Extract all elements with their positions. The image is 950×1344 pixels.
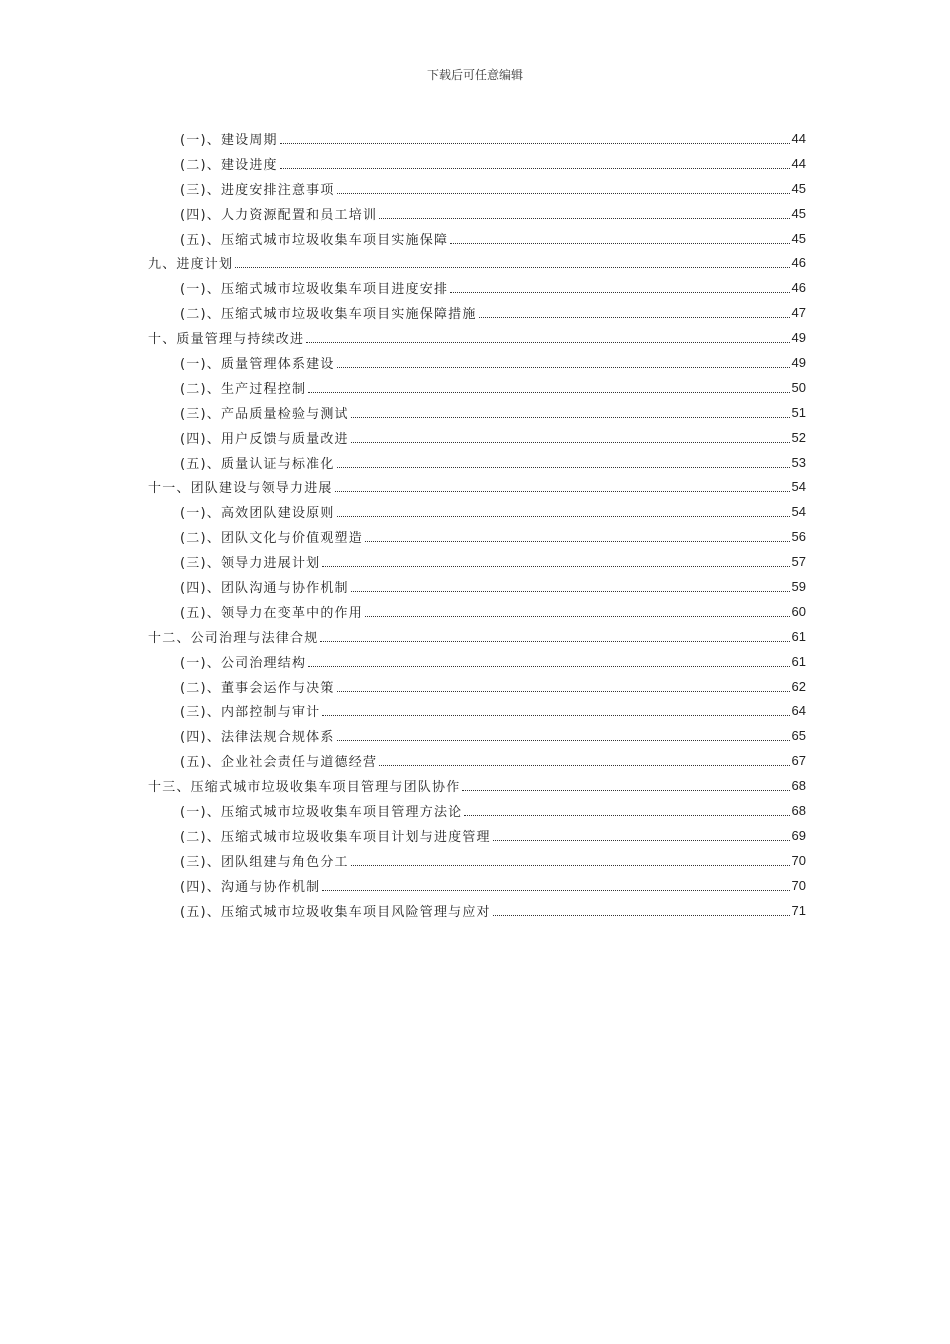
toc-entry-title: (三)、进度安排注意事项	[180, 182, 335, 198]
toc-entry-title: (三)、内部控制与审计	[180, 705, 321, 721]
toc-entry-title: (四)、沟通与协作机制	[180, 879, 321, 895]
toc-entry-page-number: 52	[791, 429, 806, 445]
toc-dot-leader	[306, 342, 789, 343]
toc-dot-leader	[450, 243, 789, 244]
toc-entry-title: 十、质量管理与持续改进	[148, 332, 305, 348]
toc-entry-page-number: 54	[791, 504, 806, 520]
toc-entry-page-number: 49	[791, 354, 806, 370]
toc-section-entry[interactable]	[148, 126, 806, 151]
toc-section-entry[interactable]	[148, 151, 806, 176]
toc-entry-title: (一)、压缩式城市垃圾收集车项目管理方法论	[180, 804, 463, 820]
toc-dot-leader	[379, 218, 789, 219]
toc-entry-page-number: 69	[791, 827, 806, 843]
toc-dot-leader	[365, 541, 790, 542]
toc-entry-title: (三)、产品质量检验与测试	[180, 406, 349, 422]
toc-entry-title: (一)、公司治理结构	[180, 655, 307, 671]
page-header: 下载后可任意编辑	[426, 68, 523, 82]
toc-dot-leader	[464, 815, 789, 816]
toc-entry-page-number: 45	[791, 205, 806, 221]
toc-section-entry[interactable]	[148, 524, 806, 549]
toc-entry-title: (五)、领导力在变革中的作用	[180, 605, 363, 621]
toc-entry-title: (二)、生产过程控制	[180, 381, 307, 397]
toc-section-entry[interactable]	[148, 499, 806, 524]
toc-dot-leader	[479, 317, 790, 318]
toc-entry-page-number: 67	[791, 753, 806, 769]
toc-dot-leader	[493, 840, 790, 841]
toc-entry-title: 九、进度计划	[148, 257, 234, 273]
toc-section-entry[interactable]	[148, 723, 806, 748]
toc-entry-title: (一)、质量管理体系建设	[180, 356, 335, 372]
toc-entry-page-number: 59	[791, 578, 806, 594]
toc-section-entry[interactable]	[148, 748, 806, 773]
toc-dot-leader	[320, 641, 789, 642]
toc-section-entry[interactable]	[148, 425, 806, 450]
toc-entry-title: (五)、压缩式城市垃圾收集车项目实施保障	[180, 232, 449, 248]
toc-chapter-entry[interactable]	[148, 474, 806, 499]
toc-dot-leader	[379, 765, 789, 766]
toc-dot-leader	[235, 267, 789, 268]
toc-dot-leader	[450, 292, 789, 293]
toc-section-entry[interactable]	[148, 848, 806, 873]
toc-dot-leader	[322, 715, 789, 716]
toc-dot-leader	[337, 193, 790, 194]
toc-chapter-entry[interactable]	[148, 325, 806, 350]
toc-entry-page-number: 53	[791, 454, 806, 470]
toc-entry-page-number: 65	[791, 728, 806, 744]
toc-dot-leader	[337, 367, 790, 368]
toc-entry-page-number: 44	[791, 155, 806, 171]
toc-entry-page-number: 70	[791, 852, 806, 868]
toc-dot-leader	[337, 740, 790, 741]
toc-entry-title: (一)、建设周期	[180, 132, 278, 148]
toc-dot-leader	[322, 890, 789, 891]
toc-dot-leader	[280, 168, 790, 169]
toc-dot-leader	[493, 915, 790, 916]
toc-section-entry[interactable]	[148, 898, 806, 923]
toc-dot-leader	[337, 516, 790, 517]
toc-section-entry[interactable]	[148, 375, 806, 400]
toc-entry-page-number: 47	[791, 305, 806, 321]
toc-section-entry[interactable]	[148, 674, 806, 699]
toc-entry-title: (四)、团队沟通与协作机制	[180, 580, 349, 596]
toc-entry-title: (四)、法律法规合规体系	[180, 730, 335, 746]
toc-entry-page-number: 46	[791, 280, 806, 296]
toc-section-entry[interactable]	[148, 599, 806, 624]
toc-entry-page-number: 70	[791, 877, 806, 893]
toc-section-entry[interactable]	[148, 350, 806, 375]
toc-entry-title: (四)、用户反馈与质量改进	[180, 431, 349, 447]
toc-entry-page-number: 61	[791, 628, 806, 644]
toc-section-entry[interactable]	[148, 798, 806, 823]
toc-chapter-entry[interactable]	[148, 250, 806, 275]
toc-entry-page-number: 60	[791, 603, 806, 619]
toc-entry-page-number: 68	[791, 802, 806, 818]
toc-entry-title: (五)、质量认证与标准化	[180, 456, 335, 472]
toc-entry-page-number: 51	[791, 404, 806, 420]
toc-dot-leader	[337, 467, 790, 468]
toc-section-entry[interactable]	[148, 649, 806, 674]
toc-entry-page-number: 62	[791, 678, 806, 694]
toc-entry-page-number: 61	[791, 653, 806, 669]
toc-entry-title: (二)、团队文化与价值观塑造	[180, 531, 363, 547]
toc-section-entry[interactable]	[148, 400, 806, 425]
toc-chapter-entry[interactable]	[148, 624, 806, 649]
toc-entry-title: (一)、高效团队建设原则	[180, 506, 335, 522]
toc-dot-leader	[280, 143, 790, 144]
toc-entry-title: (二)、压缩式城市垃圾收集车项目实施保障措施	[180, 307, 477, 323]
toc-dot-leader	[351, 417, 790, 418]
toc-section-entry[interactable]	[148, 226, 806, 251]
toc-entry-title: (二)、压缩式城市垃圾收集车项目计划与进度管理	[180, 829, 491, 845]
toc-dot-leader	[335, 491, 790, 492]
toc-entry-page-number: 56	[791, 529, 806, 545]
toc-section-entry[interactable]	[148, 574, 806, 599]
toc-entry-page-number: 64	[791, 703, 806, 719]
toc-section-entry[interactable]	[148, 823, 806, 848]
toc-dot-leader	[308, 392, 789, 393]
toc-chapter-entry[interactable]	[148, 773, 806, 798]
toc-entry-title: 十一、团队建设与领导力进展	[148, 481, 333, 497]
toc-entry-page-number: 50	[791, 379, 806, 395]
toc-dot-leader	[351, 442, 790, 443]
toc-entry-title: (三)、团队组建与角色分工	[180, 854, 349, 870]
toc-dot-leader	[351, 591, 790, 592]
table-of-contents	[148, 126, 806, 923]
toc-dot-leader	[337, 691, 790, 692]
toc-entry-page-number: 46	[791, 255, 806, 271]
toc-entry-page-number: 54	[791, 479, 806, 495]
toc-entry-title: 十二、公司治理与法律合规	[148, 630, 319, 646]
toc-dot-leader	[462, 790, 789, 791]
toc-dot-leader	[322, 566, 789, 567]
toc-section-entry[interactable]	[148, 275, 806, 300]
toc-section-entry[interactable]	[148, 201, 806, 226]
toc-entry-title: (二)、建设进度	[180, 157, 278, 173]
toc-entry-page-number: 45	[791, 180, 806, 196]
toc-entry-page-number: 71	[791, 902, 806, 918]
toc-dot-leader	[308, 666, 789, 667]
toc-entry-title: 十三、压缩式城市垃圾收集车项目管理与团队协作	[148, 780, 461, 796]
toc-entry-title: (一)、压缩式城市垃圾收集车项目进度安排	[180, 282, 449, 298]
toc-section-entry[interactable]	[148, 176, 806, 201]
toc-entry-page-number: 49	[791, 330, 806, 346]
toc-entry-title: (二)、董事会运作与决策	[180, 680, 335, 696]
toc-entry-page-number: 57	[791, 554, 806, 570]
toc-entry-page-number: 45	[791, 230, 806, 246]
toc-dot-leader	[351, 865, 790, 866]
toc-entry-title: (四)、人力资源配置和员工培训	[180, 207, 378, 223]
toc-entry-page-number: 68	[791, 778, 806, 794]
toc-entry-title: (三)、领导力进展计划	[180, 556, 321, 572]
toc-section-entry[interactable]	[148, 698, 806, 723]
toc-entry-page-number: 44	[791, 130, 806, 146]
toc-section-entry[interactable]	[148, 549, 806, 574]
toc-dot-leader	[365, 616, 790, 617]
toc-section-entry[interactable]	[148, 450, 806, 475]
toc-section-entry[interactable]	[148, 300, 806, 325]
toc-section-entry[interactable]	[148, 873, 806, 898]
toc-entry-title: (五)、企业社会责任与道德经营	[180, 755, 378, 771]
toc-entry-title: (五)、压缩式城市垃圾收集车项目风险管理与应对	[180, 904, 491, 920]
